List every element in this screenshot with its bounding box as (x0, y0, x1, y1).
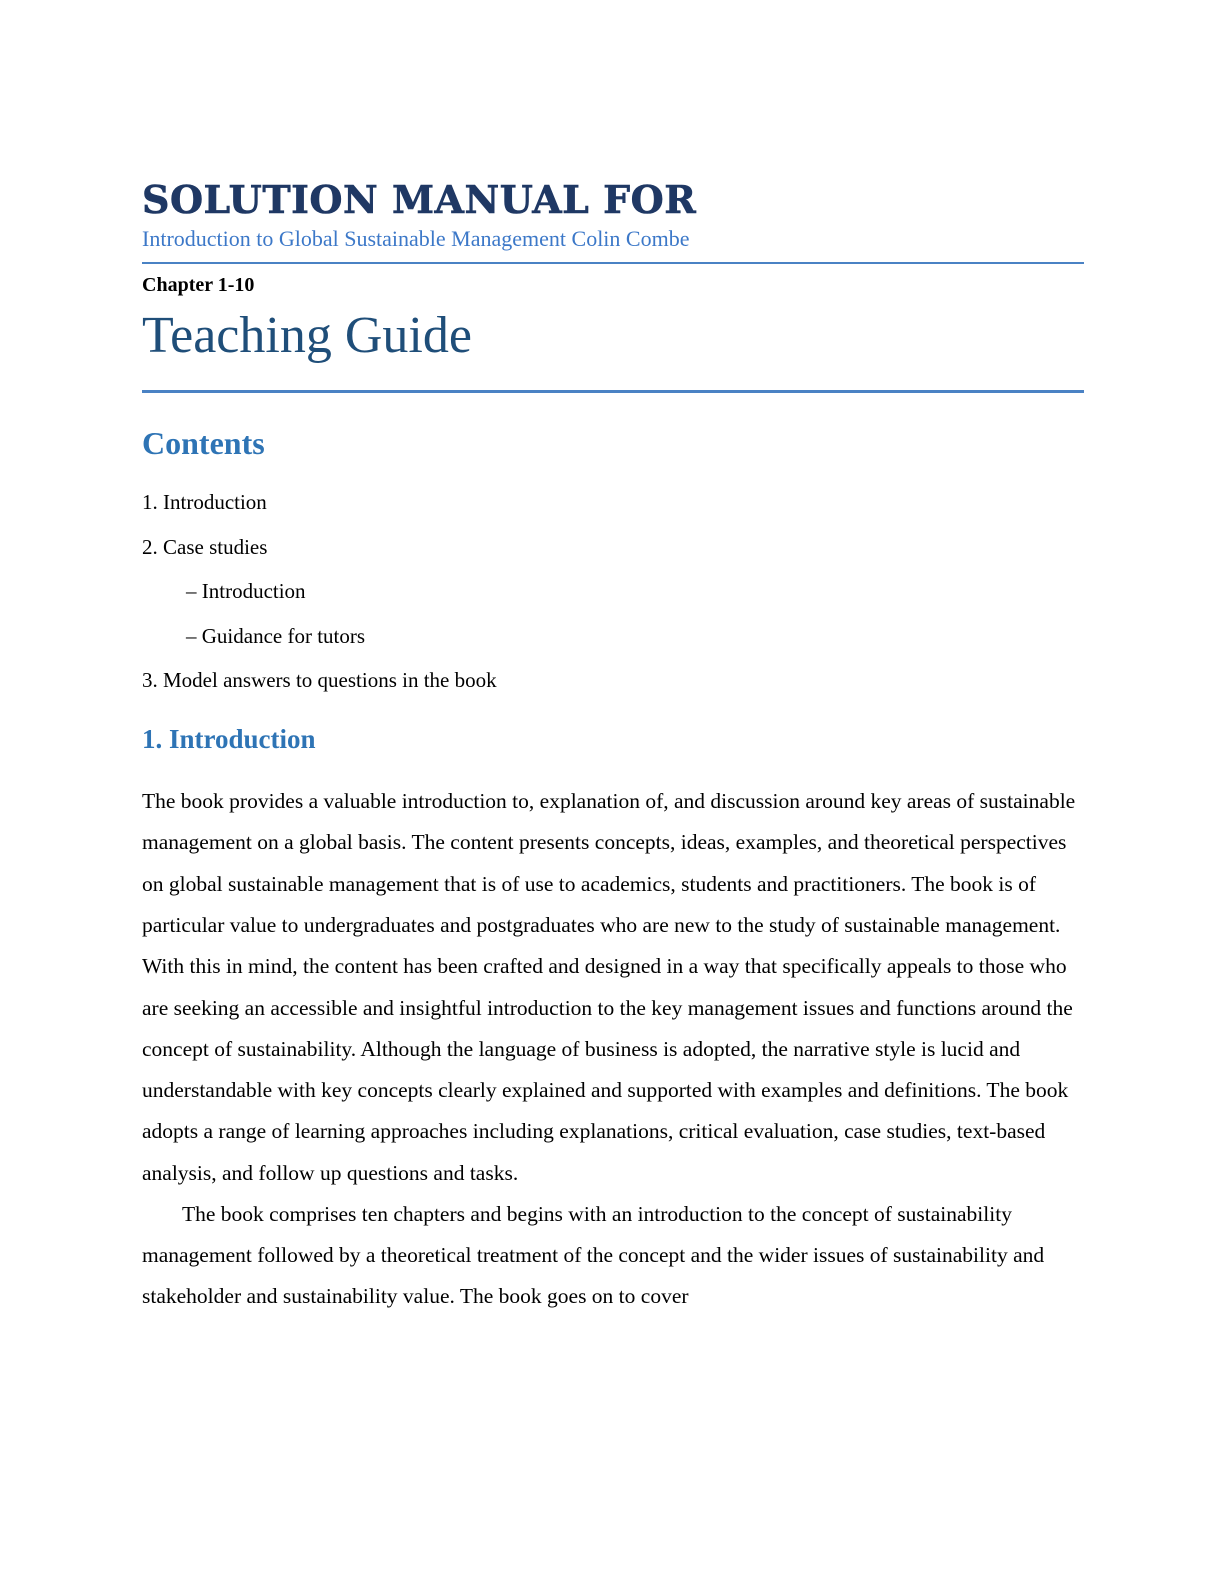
chapter-range: Chapter 1-10 (142, 274, 255, 297)
table-of-contents (142, 488, 1084, 694)
toc-item-model-answers: 3. Model answers to questions in the book (142, 667, 497, 692)
header-divider (142, 262, 1084, 264)
toc-subitem-introduction: – Introduction (186, 579, 306, 604)
title-divider (142, 390, 1084, 393)
page-title: Teaching Guide (142, 307, 472, 365)
intro-paragraph-2: The book comprises ten chapters and begins with an introduction to the concept of sustainability management followed by a theoretical treatment of the concept and the wider issues of sustainability and stakeholder and sustainability value. The book goes on to cover (142, 1201, 1045, 1309)
intro-paragraph-1: The book provides a valuable introduction to, explanation of, and discussion around key areas of sustainable management on a global basis. The content presents concepts, ideas, examples, and theoretical perspectives on global sustainable management that is of use to academics, students and practitioners. The book is of particular value to undergraduates and postgraduates who are new to the study of sustainable management. With this in mind, the content has been crafted and designed in a way that specifically appeals to those who are seeking an accessible and insightful introduction to the key management issues and functions around the concept of sustainability. Although the language of business is adopted, the narrative style is lucid and understandable with key concepts clearly explained and supported with examples and definitions. The book adopts a range of learning approaches including explanations, critical evaluation, case studies, text-based analysis, and follow up questions and tasks. (142, 789, 1076, 1185)
toc-subitem-guidance-for-tutors: – Guidance for tutors (186, 623, 366, 648)
section-heading-introduction: 1. Introduction (142, 724, 316, 755)
document-subtitle: Introduction to Global Sustainable Management Colin Combe (142, 225, 690, 251)
contents-heading: Contents (142, 425, 265, 462)
toc-item-introduction: 1. Introduction (142, 490, 267, 515)
toc-item-case-studies: 2. Case studies (142, 534, 268, 559)
document-title: SOLUTION MANUAL FOR (142, 177, 697, 222)
